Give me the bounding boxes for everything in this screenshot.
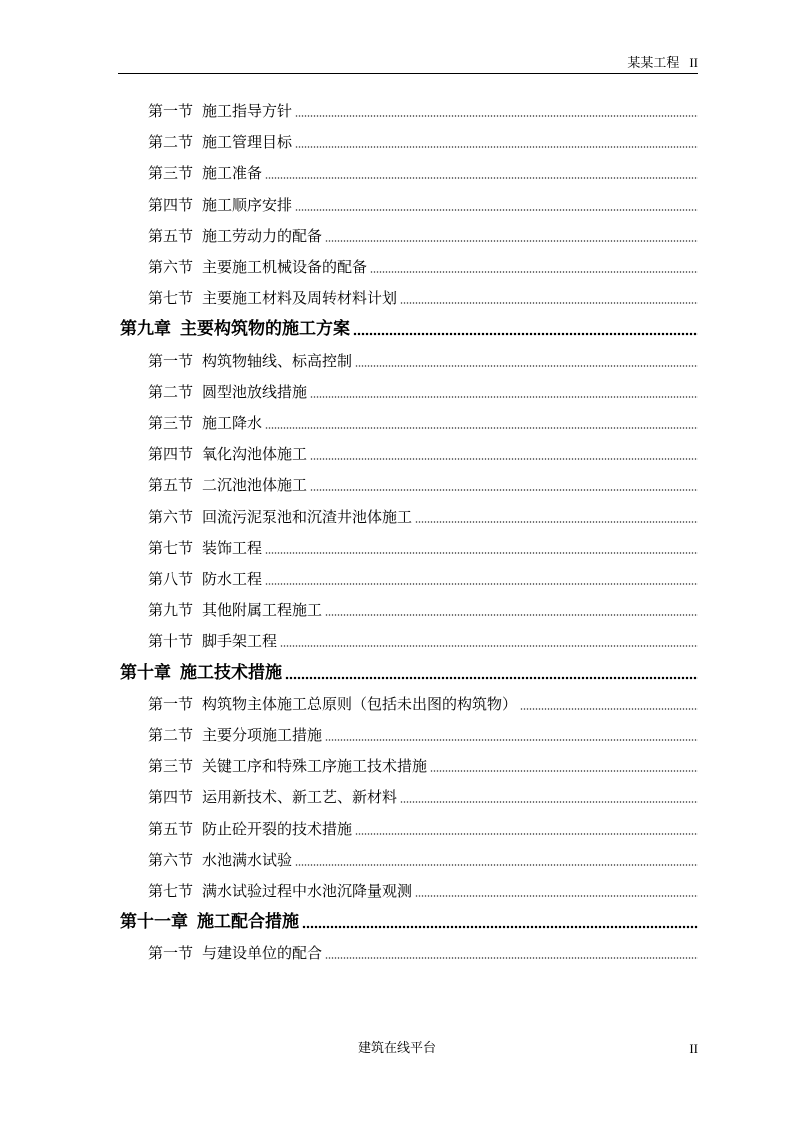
- header-project-name: 某某工程: [627, 56, 680, 71]
- toc-entry-title: 运用新技术、新工艺、新材料: [202, 788, 398, 807]
- toc-entry-title: 水池满水试验: [202, 850, 293, 869]
- toc-entry-number: 第六节: [148, 850, 194, 869]
- toc-section-entry[interactable]: [148, 943, 698, 963]
- toc-entry-number: 第一节: [148, 944, 194, 963]
- toc-entry-title: 施工顺序安排: [202, 195, 293, 214]
- toc-entry-title: 构筑物轴线、标高控制: [202, 351, 353, 370]
- toc-entry-number: 第七节: [148, 538, 194, 557]
- toc-entry-number: 第四节: [148, 445, 194, 464]
- toc-entry-title: 二沉池池体施工: [202, 476, 308, 495]
- toc-entry-title: 关键工序和特殊工序施工技术措施: [202, 757, 428, 776]
- toc-dot-leader: [325, 956, 698, 960]
- toc-entry-number: 第七节: [148, 289, 194, 308]
- toc-entry-number: 第一节: [148, 102, 194, 120]
- toc-entry-title: 主要分项施工措施: [202, 726, 323, 744]
- toc-dot-leader: [265, 582, 698, 586]
- toc-section-entry[interactable]: [148, 631, 698, 651]
- toc-entry-number: 第五节: [148, 226, 194, 245]
- page-header: [118, 55, 698, 74]
- toc-entry-title: 圆型池放线措施: [202, 382, 308, 401]
- toc-dot-leader: [415, 520, 698, 524]
- toc-dot-leader: [285, 676, 698, 680]
- toc-chapter-entry[interactable]: [120, 911, 698, 933]
- toc-entry-title: 防水工程: [202, 570, 263, 588]
- toc-dot-leader: [325, 738, 698, 742]
- toc-entry-number: 第二节: [148, 133, 194, 152]
- toc-section-entry[interactable]: [148, 163, 698, 183]
- toc-section-entry[interactable]: [148, 132, 698, 152]
- footer-platform-name: 建筑在线平台: [357, 1041, 436, 1056]
- header-page-number: II: [689, 55, 698, 70]
- toc-section-entry[interactable]: [148, 413, 698, 433]
- toc-entry-number: 第六节: [148, 507, 194, 526]
- toc-entry-number: 第五节: [148, 819, 194, 838]
- toc-entry-title: 主要构筑物的施工方案: [180, 319, 350, 340]
- toc-entry-number: 第一节: [148, 694, 194, 713]
- toc-section-entry[interactable]: [148, 819, 698, 839]
- toc-dot-leader: [353, 332, 698, 336]
- toc-entry-title: 回流污泥泵池和沉渣井池体施工: [202, 507, 413, 526]
- toc-dot-leader: [325, 239, 698, 243]
- toc-section-entry[interactable]: [148, 569, 698, 589]
- toc-dot-leader: [355, 832, 698, 836]
- toc-dot-leader: [415, 894, 698, 898]
- toc-entry-number: 第十节: [148, 632, 194, 651]
- toc-dot-leader: [302, 925, 698, 929]
- toc-dot-leader: [430, 769, 698, 773]
- toc-entry-title: 防止砼开裂的技术措施: [202, 819, 353, 838]
- toc-section-entry[interactable]: [148, 257, 698, 277]
- toc-dot-leader: [295, 863, 698, 867]
- toc-entry-number: 第十章: [120, 662, 171, 683]
- toc-section-entry[interactable]: [148, 538, 698, 558]
- toc-entry-number: 第三节: [148, 757, 194, 776]
- toc-entry-number: 第四节: [148, 195, 194, 214]
- toc-section-entry[interactable]: [148, 382, 698, 402]
- toc-entry-title: 氧化沟池体施工: [202, 445, 308, 464]
- toc-dot-leader: [265, 176, 698, 180]
- toc-chapter-entry[interactable]: [120, 318, 698, 340]
- toc-entry-number: 第二节: [148, 726, 194, 744]
- toc-dot-leader: [400, 301, 698, 305]
- toc-entry-number: 第八节: [148, 570, 194, 588]
- toc-entry-number: 第四节: [148, 788, 194, 807]
- toc-dot-leader: [280, 644, 698, 648]
- toc-entry-title: 其他附属工程施工: [202, 601, 323, 620]
- toc-entry-title: 施工准备: [202, 164, 263, 183]
- toc-entry-title: 脚手架工程: [202, 632, 278, 651]
- toc-dot-leader: [265, 426, 698, 430]
- toc-dot-leader: [325, 613, 698, 617]
- toc-entry-number: 第七节: [148, 882, 194, 900]
- toc-section-entry[interactable]: [148, 195, 698, 215]
- toc-entry-number: 第九章: [120, 319, 171, 340]
- toc-entry-number: 第九节: [148, 601, 194, 620]
- toc-entry-number: 第六节: [148, 258, 194, 276]
- toc-section-entry[interactable]: [148, 881, 698, 901]
- toc-section-entry[interactable]: [148, 694, 698, 714]
- toc-entry-title: 主要施工机械设备的配备: [202, 258, 368, 276]
- toc-entry-title: 装饰工程: [202, 538, 263, 557]
- toc-section-entry[interactable]: [148, 725, 698, 745]
- toc-section-entry[interactable]: [148, 787, 698, 807]
- toc-section-entry[interactable]: [148, 600, 698, 620]
- toc-dot-leader: [295, 208, 698, 212]
- toc-entry-number: 第一节: [148, 351, 194, 370]
- toc-dot-leader: [310, 457, 698, 461]
- toc-entry-title: 施工降水: [202, 414, 263, 432]
- toc-dot-leader: [295, 145, 698, 149]
- toc-dot-leader: [310, 395, 698, 399]
- toc-entry-title: 与建设单位的配合: [202, 944, 323, 963]
- toc-section-entry[interactable]: [148, 351, 698, 371]
- toc-entry-title: 施工配合措施: [197, 912, 299, 933]
- toc-entry-title: 施工管理目标: [202, 133, 293, 152]
- toc-entry-title: 施工指导方针: [202, 102, 293, 120]
- toc-entry-number: 第三节: [148, 414, 194, 432]
- toc-section-entry[interactable]: [148, 756, 698, 776]
- header-text: [627, 55, 698, 72]
- toc-entry-title: 构筑物主体施工总原则（包括未出图的构筑物）: [202, 694, 518, 713]
- toc-section-entry[interactable]: [148, 101, 698, 121]
- toc-dot-leader: [265, 551, 698, 555]
- toc-dot-leader: [355, 364, 698, 368]
- toc-entry-number: 第五节: [148, 476, 194, 495]
- toc-entry-title: 满水试验过程中水池沉降量观测: [202, 882, 413, 900]
- toc-section-entry[interactable]: [148, 226, 698, 246]
- toc-dot-leader: [295, 114, 698, 118]
- toc-section-entry[interactable]: [148, 475, 698, 495]
- toc-dot-leader: [520, 707, 698, 711]
- footer-page-number: II: [689, 1041, 698, 1056]
- toc-entry-number: 第二节: [148, 382, 194, 401]
- toc-section-entry[interactable]: [148, 507, 698, 527]
- toc-dot-leader: [370, 270, 698, 274]
- toc-section-entry[interactable]: [148, 850, 698, 870]
- toc-section-entry[interactable]: [148, 288, 698, 308]
- toc-entry-number: 第十一章: [120, 912, 188, 933]
- toc-dot-leader: [400, 800, 698, 804]
- toc-section-entry[interactable]: [148, 444, 698, 464]
- toc-dot-leader: [310, 488, 698, 492]
- toc-entry-title: 施工劳动力的配备: [202, 226, 323, 245]
- toc-entry-title: 主要施工材料及周转材料计划: [202, 289, 398, 308]
- toc-chapter-entry[interactable]: [120, 662, 698, 684]
- toc-entry-number: 第三节: [148, 164, 194, 183]
- toc-entry-title: 施工技术措施: [180, 662, 282, 683]
